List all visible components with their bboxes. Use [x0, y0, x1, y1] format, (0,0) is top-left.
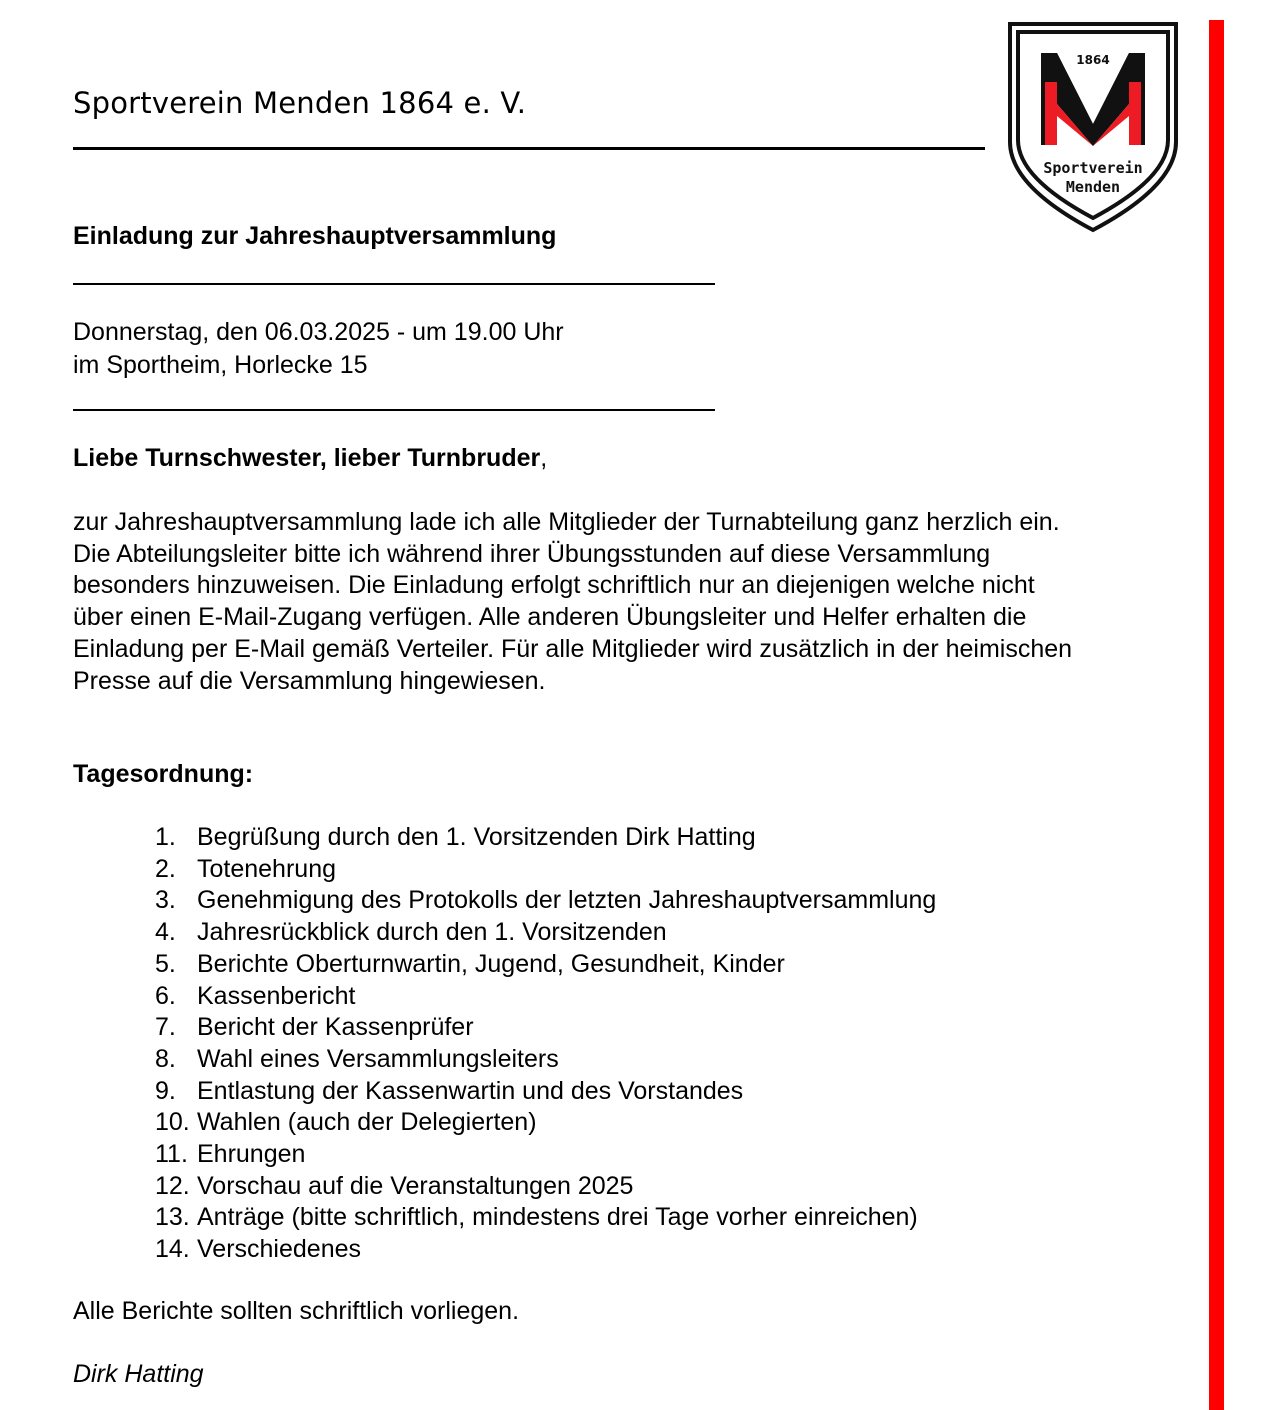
agenda-item-text: Kassenbericht: [197, 981, 356, 1010]
agenda-item-text: Jahresrückblick durch den 1. Vorsitzenden: [197, 918, 667, 947]
agenda-item: [155, 981, 936, 1013]
body-line: zur Jahreshauptversammlung lade ich alle Mitglieder der Turnabteilung ganz herzlich ein.: [73, 508, 1060, 536]
agenda-item-number: 2.: [155, 854, 176, 883]
document-title: Einladung zur Jahreshauptversammlung: [73, 222, 557, 250]
agenda-item: [155, 1234, 936, 1266]
agenda-item-text: Begrüßung durch den 1. Vorsitzenden Dirk Hatting: [197, 823, 756, 851]
agenda-item: [155, 1044, 936, 1076]
agenda-item-text: Wahl eines Versammlungsleiters: [197, 1044, 559, 1073]
agenda-item: [155, 1171, 936, 1203]
agenda-item: [155, 1012, 936, 1044]
agenda-item-number: 10.: [155, 1108, 190, 1137]
invitation-body: [73, 507, 1193, 697]
agenda-item: [155, 1139, 936, 1171]
agenda-item-text: Genehmigung des Protokolls der letzten Jahreshauptversammlung: [197, 886, 937, 915]
agenda-item: [155, 1202, 936, 1234]
greeting-comma: ,: [540, 444, 548, 472]
signature: Dirk Hatting: [73, 1360, 204, 1388]
event-divider: [73, 409, 715, 411]
agenda-item-number: 11.: [155, 1140, 188, 1169]
agenda-item-text: Wahlen (auch der Delegierten): [197, 1108, 537, 1137]
agenda-item-number: 5.: [155, 949, 176, 978]
body-line: Einladung per E-Mail gemäß Verteiler. Für alle Mitglieder wird zusätzlich in der heimischen: [73, 634, 1073, 663]
agenda-item: [155, 822, 936, 854]
logo-text-line1: Sportverein: [1043, 159, 1143, 177]
agenda-list: [155, 822, 936, 1266]
agenda-item-text: Berichte Oberturnwartin, Jugend, Gesundheit, Kinder: [197, 949, 785, 978]
agenda-item-text: Entlastung der Kassenwartin und des Vorstandes: [197, 1076, 744, 1105]
club-name-header: Sportverein Menden 1864 e. V.: [73, 86, 527, 120]
agenda-item-text: Vorschau auf die Veranstaltungen 2025: [197, 1171, 634, 1200]
agenda-item: [155, 885, 936, 917]
body-line: besonders hinzuweisen. Die Einladung erfolgt schriftlich nur an diejenigen welche nicht: [73, 571, 1035, 600]
agenda-item: [155, 949, 936, 981]
agenda-item-text: Totenehrung: [197, 854, 337, 883]
body-line: Die Abteilungsleiter bitte ich während ihrer Übungsstunden auf diese Versammlung: [73, 539, 991, 568]
agenda-item-number: 7.: [155, 1013, 176, 1042]
agenda-item-text: Ehrungen: [197, 1140, 306, 1169]
agenda-item: [155, 1107, 936, 1139]
body-line: über einen E-Mail-Zugang verfügen. Alle anderen Übungsleiter und Helfer erhalten die: [73, 603, 1027, 632]
title-divider: [73, 283, 715, 285]
logo-year: 1864: [1076, 53, 1110, 67]
header-divider: [73, 147, 985, 150]
agenda-item-number: 6.: [155, 981, 176, 1010]
greeting-salutation: Liebe Turnschwester, lieber Turnbruder: [73, 444, 541, 472]
logo-text-line2: Menden: [1065, 178, 1121, 196]
agenda-item-number: 13.: [155, 1203, 190, 1232]
agenda-item-number: 9.: [155, 1076, 176, 1105]
event-details: [73, 316, 564, 382]
page-accent-bar: [1209, 20, 1224, 1410]
agenda-item-number: 12.: [155, 1171, 190, 1200]
greeting: [73, 444, 547, 473]
agenda-item-text: Verschiedenes: [197, 1235, 362, 1264]
agenda-item-text: Bericht der Kassenprüfer: [197, 1013, 474, 1042]
event-location: im Sportheim, Horlecke 15: [73, 351, 368, 379]
closing-remark: Alle Berichte sollten schriftlich vorliegen.: [73, 1297, 520, 1325]
club-logo: [1005, 20, 1181, 234]
agenda-item-text: Anträge (bitte schriftlich, mindestens drei Tage vorher einreichen): [197, 1203, 918, 1232]
agenda-item-number: 14.: [155, 1235, 190, 1264]
body-line: Presse auf die Versammlung hingewiesen.: [73, 666, 546, 695]
agenda-heading: Tagesordnung:: [73, 760, 254, 788]
event-date: Donnerstag, den 06.03.2025 - um 19.00 Uhr: [73, 318, 564, 346]
agenda-item: [155, 854, 936, 886]
agenda-item-number: 3.: [155, 886, 176, 915]
agenda-item-number: 1.: [155, 823, 176, 851]
agenda-item-number: 4.: [155, 918, 176, 947]
agenda-item-number: 8.: [155, 1044, 176, 1073]
agenda-item: [155, 917, 936, 949]
agenda-item: [155, 1076, 936, 1108]
